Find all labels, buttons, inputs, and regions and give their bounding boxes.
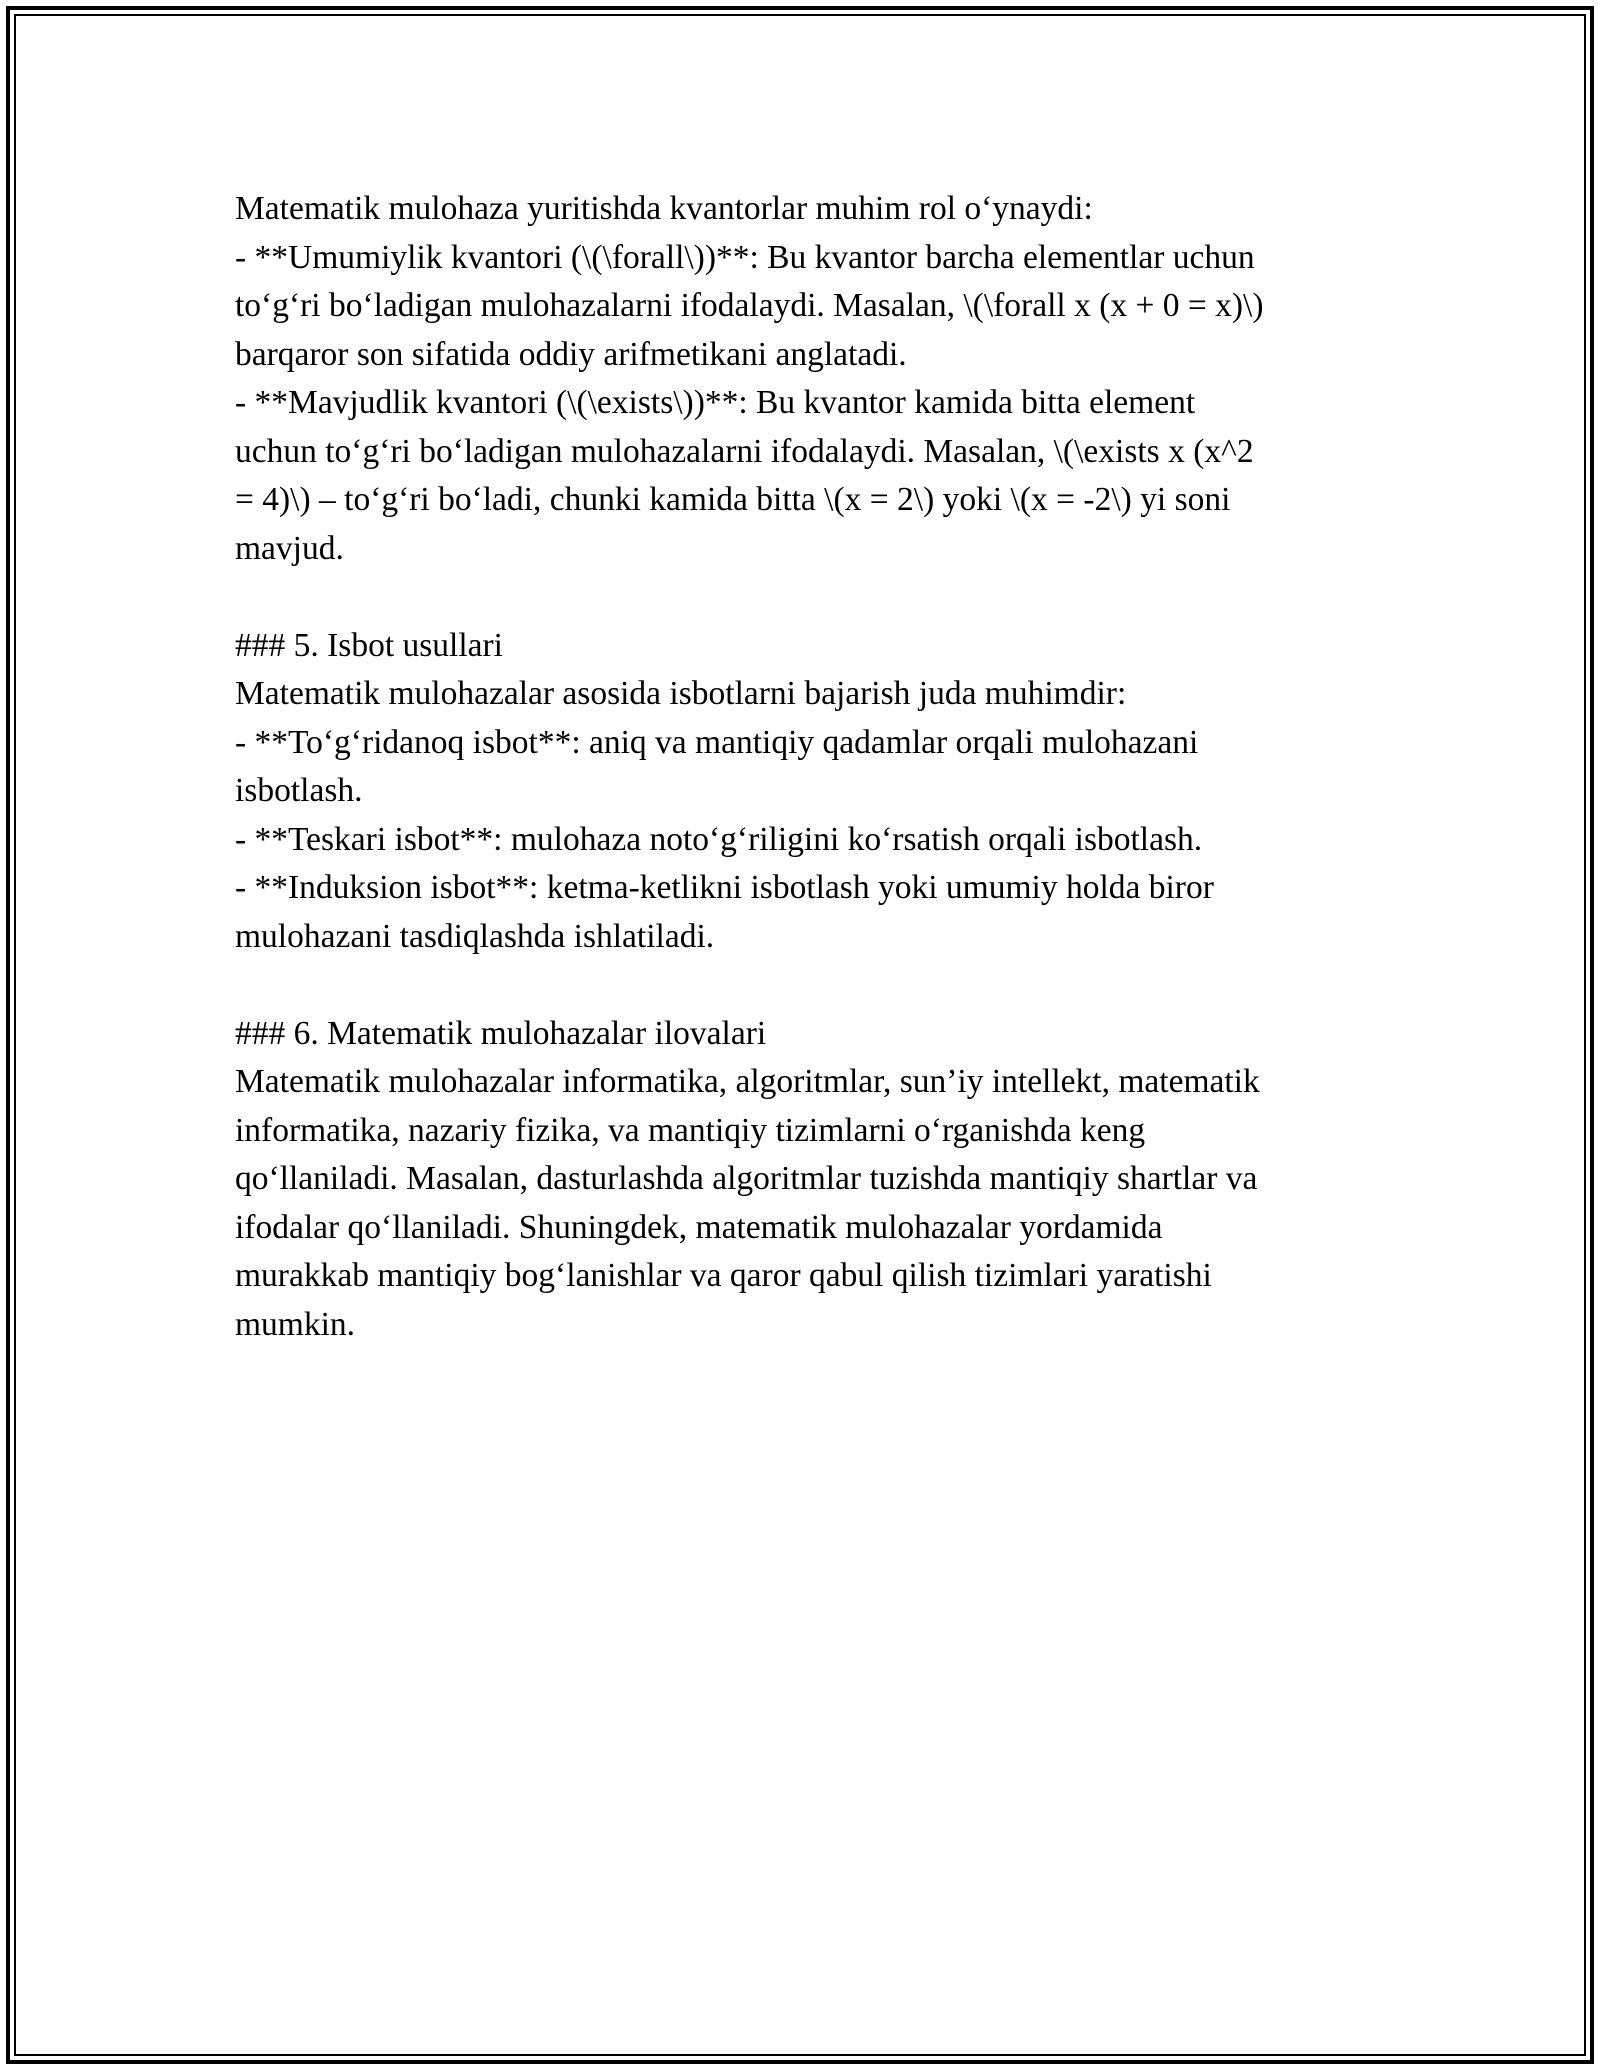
text-line: - **Umumiylik kvantori (\(\forall\))**: Bu kvantor barcha elementlar uchun: [235, 238, 1255, 276]
text-line: uchun to‘g‘ri bo‘ladigan mulohazalarni ifodalaydi. Masalan, \(\exists x (x^2: [235, 432, 1254, 470]
text-line: informatika, nazariy fizika, va mantiqiy tizimlarni o‘rganishda keng: [235, 1111, 1146, 1149]
text-line: = 4)\) – to‘g‘ri bo‘ladi, chunki kamida bitta \(x = 2\) yoki \(x = -2\) yi soni: [235, 481, 1231, 518]
text-line: - **To‘g‘ridanoq isbot**: aniq va mantiqiy qadamlar orqali mulohazani: [235, 723, 1199, 761]
text-line: - **Induksion isbot**: ketma-ketlikni isbotlash yoki umumiy holda biror: [235, 869, 1214, 906]
text-line: Matematik mulohazalar informatika, algoritmlar, sun’iy intellekt, matematik: [235, 1063, 1260, 1100]
paragraph-gap: [235, 573, 1365, 622]
paragraph-gap: [235, 961, 1365, 1010]
text-line: murakkab mantiqiy bog‘lanishlar va qaror qabul qilish tizimlari yaratishi: [235, 1257, 1212, 1294]
text-line: isbotlash.: [235, 772, 363, 809]
text-line: barqaror son sifatida oddiy arifmetikani anglatadi.: [235, 335, 907, 373]
section-heading: ### 6. Matematik mulohazalar ilovalari: [235, 1014, 767, 1052]
text-line: - **Teskari isbot**: mulohaza noto‘g‘riligini ko‘rsatish orqali isbotlash.: [235, 820, 1203, 858]
text-line: - **Mavjudlik kvantori (\(\exists\))**: Bu kvantor kamida bitta element: [235, 384, 1196, 421]
text-line: mulohazani tasdiqlashda ishlatiladi.: [235, 917, 715, 955]
text-line: Matematik mulohazalar asosida isbotlarni bajarish juda muhimdir:: [235, 675, 1127, 712]
text-line: mumkin.: [235, 1305, 356, 1343]
text-line: mavjud.: [235, 529, 344, 567]
document-body: [235, 185, 1365, 1349]
text-line: Matematik mulohaza yuritishda kvantorlar muhim rol o‘ynaydi:: [235, 190, 1093, 227]
text-line: to‘g‘ri bo‘ladigan mulohazalarni ifodalaydi. Masalan, \(\forall x (x + 0 = x)\): [235, 287, 1264, 324]
text-line: ifodalar qo‘llaniladi. Shuningdek, matematik mulohazalar yordamida: [235, 1208, 1163, 1246]
section-heading: ### 5. Isbot usullari: [235, 626, 503, 664]
text-line: qo‘llaniladi. Masalan, dasturlashda algoritmlar tuzishda mantiqiy shartlar va: [235, 1160, 1258, 1197]
